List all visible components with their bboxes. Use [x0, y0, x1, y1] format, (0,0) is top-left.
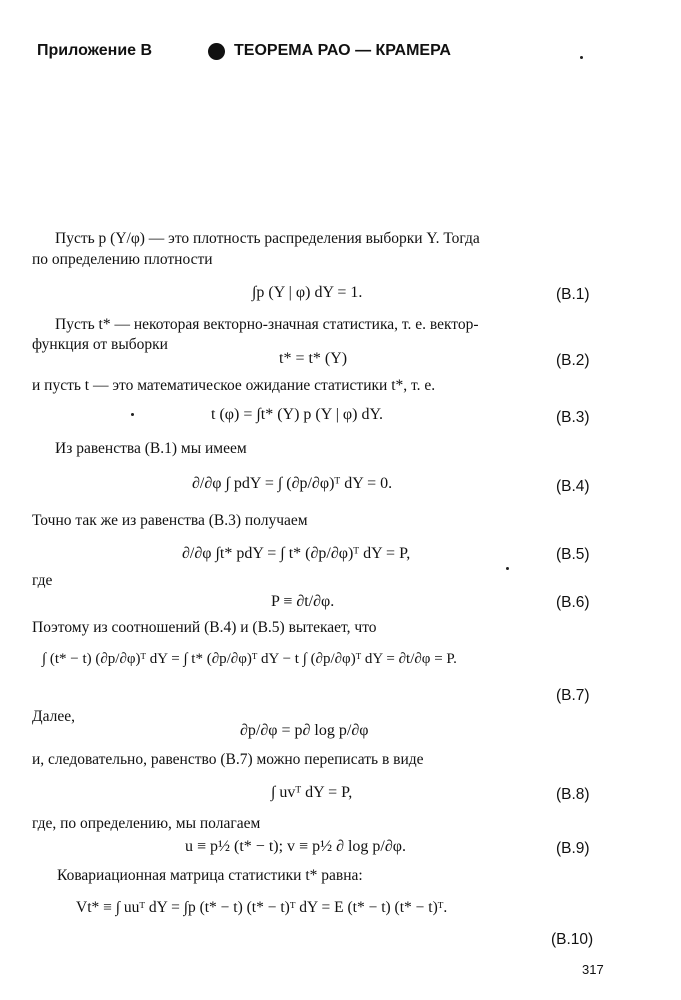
equation-b8: ∫ uvᵀ dY = P, [271, 784, 353, 801]
equation-b2: t* = t* (Y) [279, 350, 348, 367]
eq-number-b1: (В.1) [556, 286, 590, 303]
page-title: ТЕОРЕМА РАО — КРАМЕРА [234, 42, 451, 59]
text-line-4: функция от выборки [32, 336, 168, 353]
eq-number-b7: (В.7) [556, 687, 590, 704]
text-line-6: Из равенства (В.1) мы имеем [55, 440, 247, 457]
speck-mark [131, 413, 134, 416]
text-line-2: по определению плотности [32, 251, 213, 268]
text-line-9: Поэтому из соотношений (В.4) и (В.5) вытекает, что [32, 619, 377, 636]
equation-b4: ∂/∂φ ∫ pdY = ∫ (∂p/∂φ)ᵀ dY = 0. [192, 475, 393, 492]
eq-number-b10: (В.10) [551, 931, 594, 948]
text-line-7: Точно так же из равенства (В.3) получаем [32, 512, 308, 529]
appendix-label: Приложение В [37, 42, 153, 59]
header-bullet-icon [208, 43, 225, 60]
equation-b9: u ≡ p½ (t* − t); v ≡ p½ ∂ log p/∂φ. [185, 838, 406, 855]
equation-b1: ∫p (Y | φ) dY = 1. [252, 284, 363, 301]
equation-b3: t (φ) = ∫t* (Y) p (Y | φ) dY. [211, 406, 383, 423]
equation-b6: P ≡ ∂t/∂φ. [271, 593, 335, 610]
text-line-5: и пусть t — это математическое ожидание статистики t*, т. е. [32, 377, 436, 394]
eq-number-b8: (В.8) [556, 786, 590, 803]
page-number: 317 [582, 962, 604, 977]
text-line-12: где, по определению, мы полагаем [32, 815, 261, 832]
equation-inline: ∂p/∂φ = p∂ log p/∂φ [240, 722, 369, 739]
equation-b5: ∂/∂φ ∫t* pdY = ∫ t* (∂p/∂φ)ᵀ dY = P, [182, 545, 411, 562]
eq-number-b9: (В.9) [556, 840, 590, 857]
equation-b7: ∫ (t* − t) (∂p/∂φ)ᵀ dY = ∫ t* (∂p/∂φ)ᵀ dY − t ∫ (∂p/∂φ)ᵀ dY = ∂t/∂φ = P. [42, 651, 457, 667]
text-line-3: Пусть t* — некоторая векторно-значная статистика, т. е. вектор- [55, 316, 479, 333]
eq-number-b5: (В.5) [556, 546, 590, 563]
text-line-10: Далее, [32, 708, 75, 725]
text-line-8: где [32, 572, 53, 589]
eq-number-b3: (В.3) [556, 409, 590, 426]
eq-number-b2: (В.2) [556, 352, 590, 369]
equation-b10: Vt* ≡ ∫ uuᵀ dY = ∫p (t* − t) (t* − t)ᵀ dY = E (t* − t) (t* − t)ᵀ. [76, 899, 448, 916]
speck-mark [506, 567, 509, 570]
eq-number-b6: (В.6) [556, 594, 590, 611]
text-line-11: и, следовательно, равенство (В.7) можно переписать в виде [32, 751, 424, 768]
eq-number-b4: (В.4) [556, 478, 590, 495]
text-line-1: Пусть p (Y/φ) — это плотность распределения выборки Y. Тогда [55, 230, 480, 247]
text-line-13: Ковариационная матрица статистики t* равна: [57, 867, 363, 884]
speck-mark [580, 56, 583, 59]
